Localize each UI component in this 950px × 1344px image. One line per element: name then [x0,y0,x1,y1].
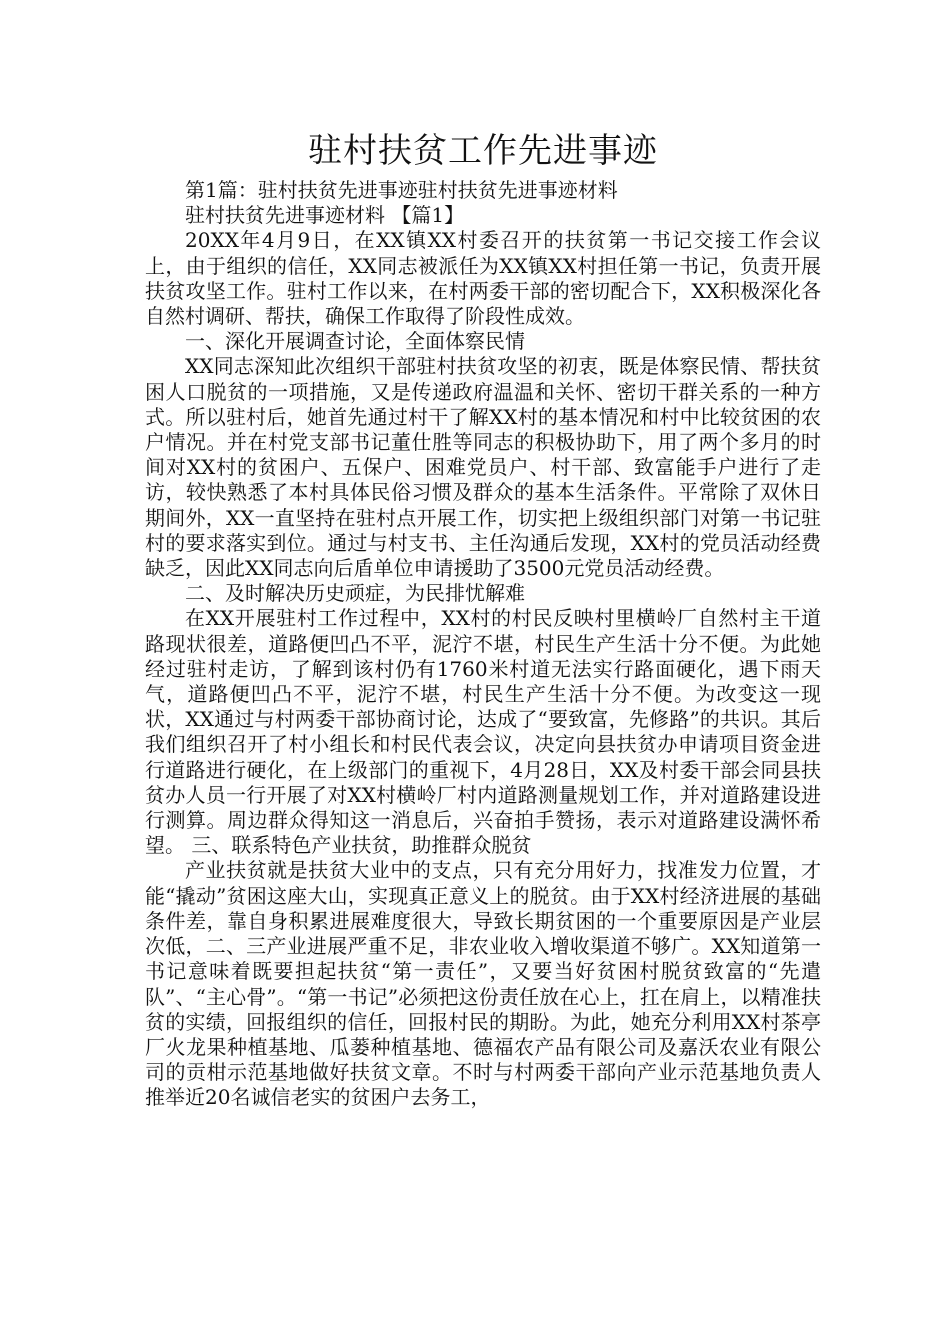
paragraph-section-2: 在XX开展驻村工作过程中，XX村的村民反映村里横岭厂自然村主干道路现状很差，道路便凹凸不平，泥泞不堪，村民生产生活十分不便。为此她经过驻村走访，了解到该村仍有1760米村道无法实行路面硬化，遇下雨天气，道路便凹凸不平，泥泞不堪，村民生产生活十分不便。为改变这一现状，XX通过与村两委干部协商讨论，达成了“要致富，先修路”的共识。其后我们组织召开了村小组长和村民代表会议，决定向县扶贫办申请项目资金进行道路进行硬化，在上级部门的重视下，4月28日，XX及村委干部会同县扶贫办人员一行开展了对XX村横岭厂村内道路测量规划工作，并对道路建设进行测算。周边群众得知这一消息后，兴奋拍手赞扬，表示对道路建设满怀希望。 三、联系特色产业扶贫，助推群众脱贫 [145,606,821,858]
chapter-heading: 第1篇：驻村扶贫先进事迹驻村扶贫先进事迹材料 [185,178,618,202]
paragraph-section-3: 产业扶贫就是扶贫大业中的支点，只有充分用好力，找准发力位置，才能“撬动”贫困这座大山，实现真正意义上的脱贫。由于XX村经济进展的基础条件差，靠自身积累进展难度很大，导致长期贫困的一个重要原因是产业层次低，二、三产业进展严重不足，非农业收入增收渠道不够广。XX知道第一书记意味着既要担起扶贫“第一责任”，又要当好贫困村脱贫致富的“先遣队”、“主心骨”。“第一书记”必须把这份责任放在心上，扛在肩上，以精准扶贫的实绩，回报组织的信任，回报村民的期盼。为此，她充分利用XX村茶亭厂火龙果种植基地、瓜蒌种植基地、德福农产品有限公司及嘉沃农业有限公司的贡柑示范基地做好扶贫文章。不时与村两委干部向产业示范基地负责人推举近20名诚信老实的贫困户去务工， [145,858,821,1110]
material-heading: 驻村扶贫先进事迹材料 【篇1】 [185,203,465,228]
document-page [145,128,821,1111]
paragraph-section-1: XX同志深知此次组织干部驻村扶贫攻坚的初衷，既是体察民情、帮扶贫困人口脱贫的一项措施，又是传递政府温温和关怀、密切干群关系的一种方式。所以驻村后，她首先通过村干了解XX村的基本情况和村中比较贫困的农户情况。并在村党支部书记董仕胜等同志的积极协助下，用了两个多月的时间对XX村的贫困户、五保户、困难党员户、村干部、致富能手户进行了走访，较快熟悉了本村具体民俗习惯及群众的基本生活条件。平常除了双休日期间外，XX一直坚持在驻村点开展工作，切实把上级组织部门对第一书记驻村的要求落实到位。通过与村支书、主任沟通后发现，XX村的党员活动经费缺乏，因此XX同志向后盾单位申请援助了3500元党员活动经费。 [145,354,821,581]
paragraph-intro: 20XX年4月9日，在XX镇XX村委召开的扶贫第一书记交接工作会议上，由于组织的信任，XX同志被派任为XX镇XX村担任第一书记，负责开展扶贫攻坚工作。驻村工作以来，在村两委干部的密切配合下，XX积极深化各自然村调研、帮扶，确保工作取得了阶段性成效。 [145,228,821,329]
document-title: 驻村扶贫工作先进事迹 [308,131,658,171]
section-heading-2: 二、及时解决历史顽症，为民排忧解难 [185,581,525,606]
section-heading-1: 一、深化开展调查讨论，全面体察民情 [185,329,525,354]
